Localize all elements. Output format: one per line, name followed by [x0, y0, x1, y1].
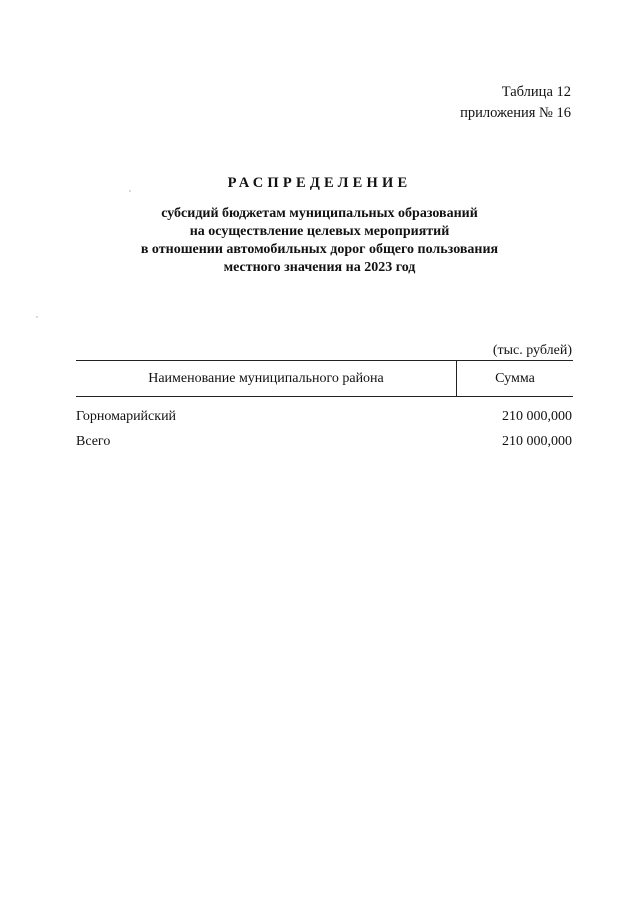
- distribution-table: [76, 360, 573, 458]
- column-header-name: Наименование муниципального района: [76, 361, 457, 396]
- document-subtitle: [0, 205, 639, 277]
- subtitle-line: местного значения на 2023 год: [223, 260, 416, 275]
- table-number: Таблица 12: [501, 84, 571, 100]
- row-value: 210 000,000: [502, 409, 572, 424]
- row-name: Всего: [76, 434, 111, 449]
- row-value: 210 000,000: [502, 434, 572, 449]
- table-body: [76, 408, 573, 458]
- units-label: (тыс. рублей): [492, 343, 572, 358]
- row-name: Горномарийский: [76, 409, 177, 424]
- subtitle-line: на осуществление целевых мероприятий: [189, 224, 450, 239]
- appendix-number: приложения № 16: [460, 105, 571, 121]
- table-header: [76, 360, 573, 397]
- subtitle-line: в отношении автомобильных дорог общего пользования: [140, 242, 499, 257]
- scan-speck: [36, 316, 38, 318]
- column-header-sum: Сумма: [495, 370, 535, 386]
- table-reference: [460, 82, 571, 124]
- table-row: [76, 408, 573, 433]
- scan-speck: [129, 190, 131, 192]
- document-heading: РАСПРЕДЕЛЕНИЕ: [227, 175, 412, 191]
- subtitle-line: субсидий бюджетам муниципальных образований: [161, 206, 478, 221]
- table-row: [76, 433, 573, 458]
